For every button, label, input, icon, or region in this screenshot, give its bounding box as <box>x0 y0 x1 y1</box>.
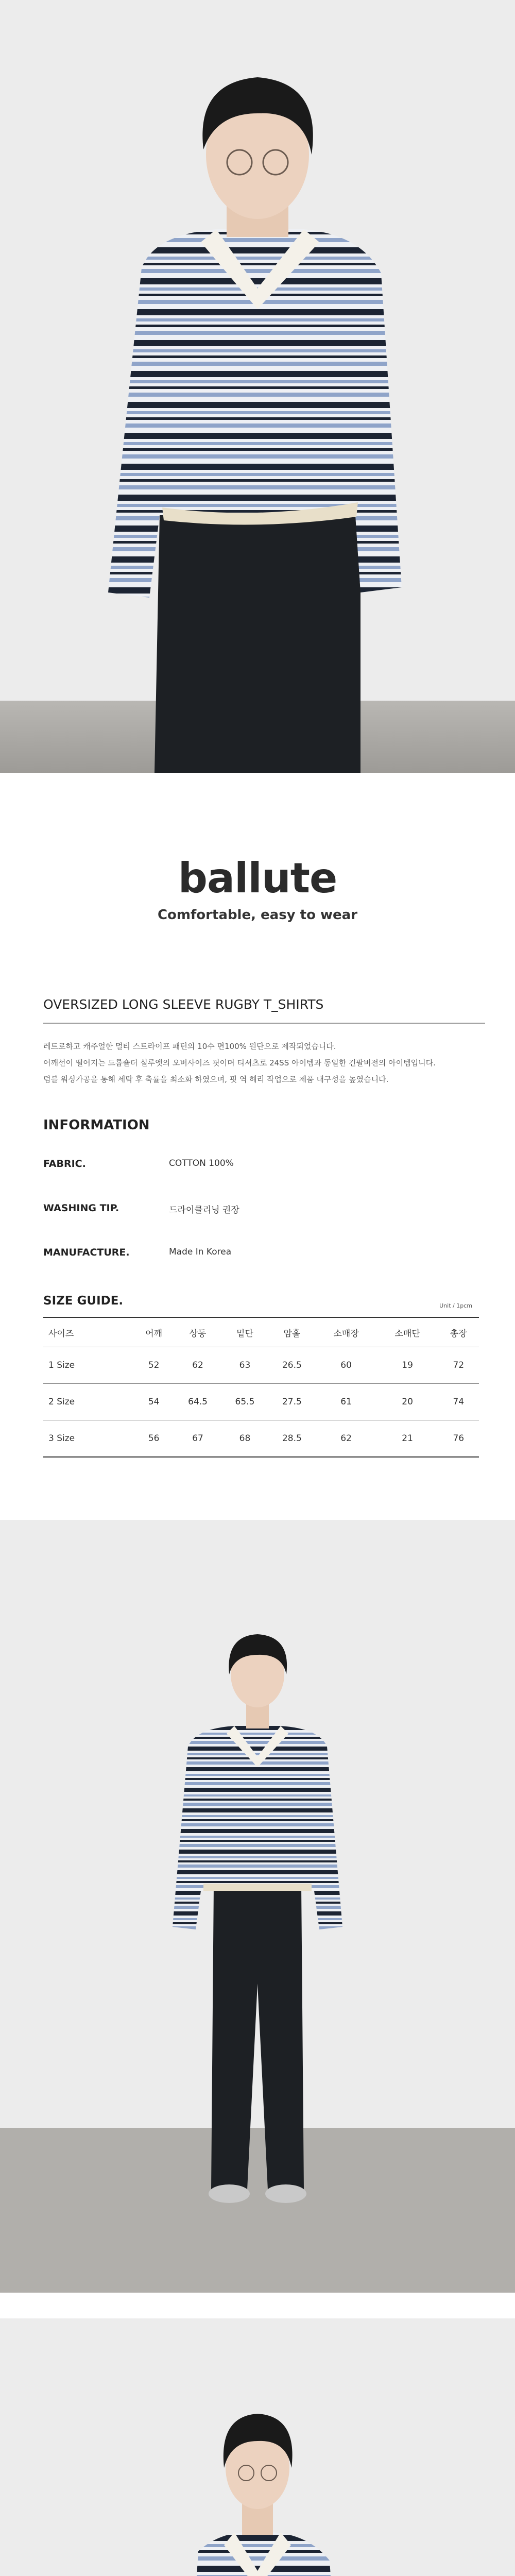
table-cell: 1 Size <box>43 1347 133 1384</box>
table-cell: 21 <box>377 1420 438 1458</box>
column-header: 어깨 <box>133 1317 174 1347</box>
table-cell: 68 <box>221 1420 268 1458</box>
size-guide-heading: SIZE GUIDE. <box>43 1294 124 1308</box>
table-cell: 72 <box>438 1347 479 1384</box>
product-title: OVERSIZED LONG SLEEVE RUGBY T_SHIRTS <box>43 997 324 1012</box>
table-cell: 62 <box>316 1420 377 1458</box>
table-cell: 27.5 <box>268 1384 315 1420</box>
table-cell: 54 <box>133 1384 174 1420</box>
manufacture-value: Made In Korea <box>169 1247 232 1257</box>
column-header: 소매단 <box>377 1317 438 1347</box>
size-unit-note: Unit / 1pcm <box>439 1302 472 1309</box>
table-cell: 65.5 <box>221 1384 268 1420</box>
manufacture-label: MANUFACTURE. <box>43 1247 130 1258</box>
table-cell: 3 Size <box>43 1420 133 1458</box>
description-line: 어깨선이 떨어지는 드롭숄더 실루엣의 오버사이즈 핏이며 티셔츠로 24SS 아이템과 동일한 긴팔버전의 아이템입니다. <box>43 1058 436 1067</box>
table-cell: 20 <box>377 1384 438 1420</box>
column-header: 상동 <box>174 1317 221 1347</box>
column-header: 사이즈 <box>43 1317 133 1347</box>
table-row <box>43 1347 479 1384</box>
fabric-label: FABRIC. <box>43 1158 86 1170</box>
table-cell: 56 <box>133 1420 174 1458</box>
table-cell: 74 <box>438 1384 479 1420</box>
table-row <box>43 1384 479 1420</box>
table-cell: 28.5 <box>268 1420 315 1458</box>
fabric-value: COTTON 100% <box>169 1158 234 1168</box>
column-header: 암홀 <box>268 1317 315 1347</box>
description-line: 덤블 워싱가공을 통해 세탁 후 축률을 최소화 하였으며, 핏 역 해리 작업으로 제품 내구성을 높였습니다. <box>43 1075 389 1084</box>
model-photo-top <box>0 0 515 773</box>
table-cell: 2 Size <box>43 1384 133 1420</box>
table-row <box>43 1420 479 1458</box>
size-table-header <box>43 1317 479 1347</box>
table-cell: 52 <box>133 1347 174 1384</box>
washing-label: WASHING TIP. <box>43 1202 119 1214</box>
table-cell: 60 <box>316 1347 377 1384</box>
information-heading: INFORMATION <box>43 1117 150 1133</box>
table-cell: 64.5 <box>174 1384 221 1420</box>
table-cell: 19 <box>377 1347 438 1384</box>
column-header: 밑단 <box>221 1317 268 1347</box>
description-line: 레트로하고 캐주얼한 멀티 스트라이프 패턴의 10수 면100% 원단으로 제작되었습니다. <box>43 1042 336 1051</box>
washing-value: 드라이클리닝 권장 <box>169 1205 239 1215</box>
brand-logo: ballute <box>178 854 337 902</box>
table-cell: 26.5 <box>268 1347 315 1384</box>
table-cell: 62 <box>174 1347 221 1384</box>
size-table <box>43 1317 479 1458</box>
table-cell: 67 <box>174 1420 221 1458</box>
title-divider <box>43 1023 485 1024</box>
model-photo-bottom <box>0 2318 515 2576</box>
column-header: 소매장 <box>316 1317 377 1347</box>
column-header: 총장 <box>438 1317 479 1347</box>
table-cell: 61 <box>316 1384 377 1420</box>
table-cell: 63 <box>221 1347 268 1384</box>
brand-tagline: Comfortable, easy to wear <box>157 907 358 923</box>
model-photo-full-body <box>0 1520 515 2293</box>
table-cell: 76 <box>438 1420 479 1458</box>
